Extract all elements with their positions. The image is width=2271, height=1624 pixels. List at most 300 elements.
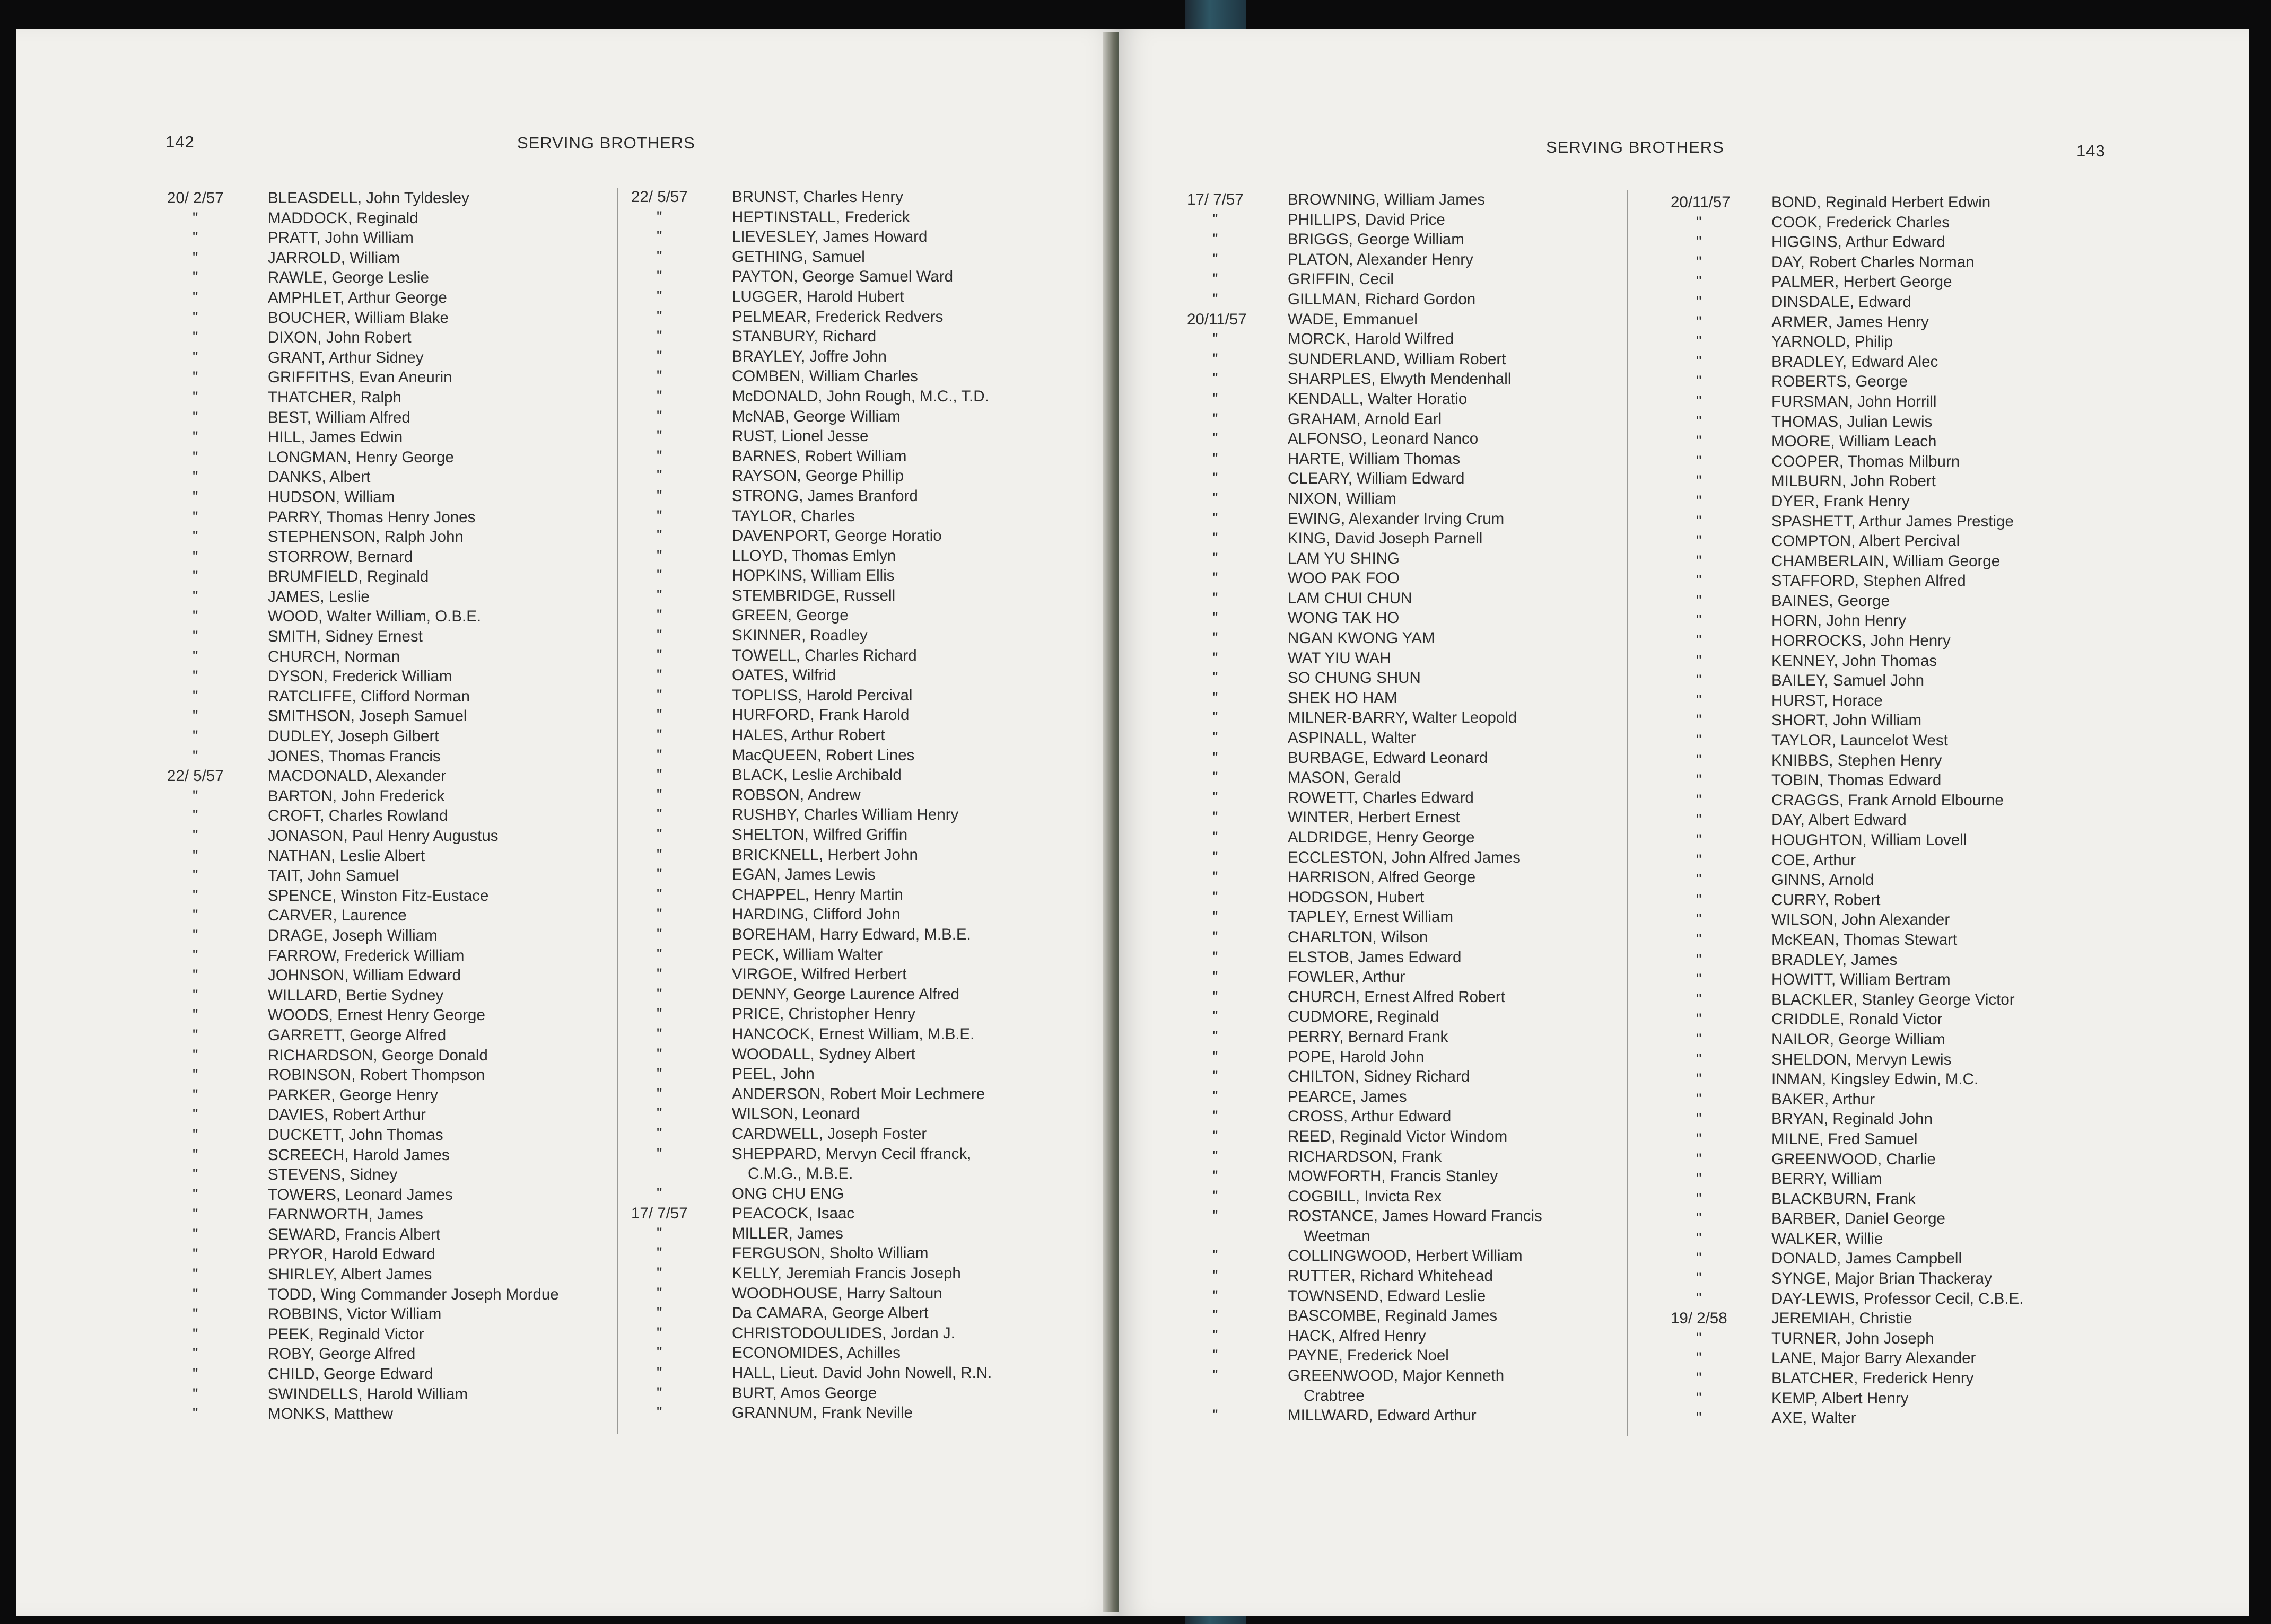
roll-entry [631, 626, 1098, 646]
member-name: BRICKNELL, Herbert John [732, 846, 918, 864]
member-name: GILLMAN, Richard Gordon [1288, 290, 1476, 308]
ditto-mark: " [657, 1344, 662, 1362]
member-name: REED, Reginald Victor Windom [1288, 1127, 1508, 1145]
admission-date: 20/11/57 [1187, 310, 1247, 328]
ditto-mark: " [1212, 1287, 1218, 1305]
ditto-mark: " [193, 647, 198, 665]
ditto-mark: " [1696, 253, 1702, 271]
ditto-mark: " [657, 906, 662, 924]
ditto-mark: " [193, 1206, 198, 1224]
ditto-mark: " [1696, 911, 1702, 929]
admission-date: 19/ 2/58 [1671, 1310, 1727, 1328]
member-name: STORROW, Bernard [268, 548, 413, 566]
member-name: RICHARDSON, Frank [1288, 1147, 1442, 1165]
roll-entry [631, 865, 1098, 885]
member-name: TAIT, John Samuel [268, 867, 399, 885]
ditto-mark: " [657, 1045, 662, 1063]
ditto-mark: " [1696, 1210, 1702, 1228]
ditto-mark: " [657, 985, 662, 1003]
member-name: CROFT, Charles Rowland [268, 807, 448, 825]
member-name: CHAPPEL, Henry Martin [732, 885, 903, 903]
ditto-mark: " [193, 668, 198, 686]
member-name: YARNOLD, Philip [1771, 333, 1893, 351]
roll-entry [167, 1025, 618, 1046]
roll-entry [631, 765, 1098, 785]
ditto-mark: " [1212, 729, 1218, 747]
member-name: TAYLOR, Charles [732, 507, 855, 525]
ditto-mark: " [1696, 811, 1702, 829]
roll-entry [1671, 531, 2137, 551]
member-name: CROSS, Arthur Edward [1288, 1108, 1452, 1126]
ditto-mark: " [193, 1146, 198, 1164]
member-name: COOPER, Thomas Milburn [1771, 452, 1960, 470]
roll-entry [1671, 1030, 2137, 1050]
ditto-mark: " [1696, 1150, 1702, 1168]
roll-entry [631, 745, 1098, 766]
ditto-mark: " [657, 1025, 662, 1043]
member-name: ROBSON, Andrew [732, 786, 861, 804]
member-name: WOO PAK FOO [1288, 569, 1400, 587]
roll-entry [167, 1265, 618, 1285]
roll-column-2 [631, 187, 1098, 1423]
roll-entry [1671, 312, 2137, 332]
ditto-mark: " [1696, 1030, 1702, 1048]
member-name: HALES, Arthur Robert [732, 726, 885, 744]
member-name: SHEPPARD, Mervyn Cecil ffranck, [732, 1145, 972, 1163]
member-name: PARKER, George Henry [268, 1086, 438, 1104]
roll-entry [1187, 628, 1632, 648]
ditto-mark: " [193, 907, 198, 925]
roll-entry [1187, 1406, 1632, 1426]
ditto-mark: " [1696, 672, 1702, 690]
roll-entry [1187, 608, 1632, 628]
roll-entry [167, 965, 618, 986]
roll-entry [1671, 1408, 2137, 1428]
ditto-mark: " [657, 1125, 662, 1143]
roll-entry [631, 426, 1098, 446]
ditto-mark: " [193, 1106, 198, 1124]
member-name: PLATON, Alexander Henry [1288, 250, 1473, 268]
member-name: KNIBBS, Stephen Henry [1771, 751, 1942, 769]
ditto-mark: " [1212, 470, 1218, 488]
ditto-mark: " [1212, 629, 1218, 647]
ditto-mark: " [1696, 871, 1702, 889]
ditto-mark: " [193, 1066, 198, 1084]
roll-entry [1671, 830, 2137, 850]
roll-entry [631, 1303, 1098, 1323]
ditto-mark: " [193, 1086, 198, 1104]
member-name: CHURCH, Ernest Alfred Robert [1288, 988, 1505, 1006]
ditto-mark: " [1696, 433, 1702, 451]
ditto-mark: " [1696, 632, 1702, 650]
roll-entry [631, 546, 1098, 566]
ditto-mark: " [193, 1225, 198, 1243]
roll-entry [1187, 947, 1632, 968]
member-name: PEACOCK, Isaac [732, 1205, 855, 1223]
member-name: DYSON, Frederick William [268, 668, 452, 686]
roll-entry [1671, 332, 2137, 352]
roll-entry [1671, 1149, 2137, 1170]
roll-entry [1671, 611, 2137, 631]
member-name: RUTTER, Richard Whitehead [1288, 1267, 1493, 1285]
roll-entry [1671, 1209, 2137, 1229]
member-name: SHELDON, Mervyn Lewis [1771, 1050, 1952, 1068]
member-name: WILLARD, Bertie Sydney [268, 986, 444, 1004]
roll-entry [1671, 691, 2137, 711]
member-name: COMBEN, William Charles [732, 367, 918, 385]
roll-entry [631, 1403, 1098, 1423]
ditto-mark: " [657, 208, 662, 226]
roll-entry [631, 725, 1098, 745]
member-name: HUDSON, William [268, 488, 395, 506]
roll-entry [167, 766, 618, 786]
ditto-mark: " [1212, 948, 1218, 966]
ditto-mark: " [657, 347, 662, 365]
ditto-mark: " [1696, 1329, 1702, 1347]
ditto-mark: " [657, 586, 662, 604]
roll-entry [1671, 392, 2137, 412]
ditto-mark: " [657, 1265, 662, 1283]
page-number: 142 [165, 133, 195, 151]
ditto-mark: " [1212, 1068, 1218, 1086]
roll-entry [1187, 289, 1632, 310]
member-name: TOWNSEND, Edward Leslie [1288, 1287, 1486, 1305]
member-name: ROBINSON, Robert Thompson [268, 1066, 485, 1084]
roll-entry [1671, 1069, 2137, 1090]
ditto-mark: " [1212, 1267, 1218, 1285]
ditto-mark: " [1696, 1270, 1702, 1288]
ditto-mark: " [657, 467, 662, 485]
ditto-mark: " [193, 368, 198, 387]
roll-entry [1671, 770, 2137, 791]
roll-entry [1187, 927, 1632, 947]
roll-entry [1671, 671, 2137, 691]
roll-entry [1187, 967, 1632, 987]
roll-entry [167, 1285, 618, 1305]
member-name: WILSON, Leonard [732, 1105, 860, 1123]
roll-entry [631, 1383, 1098, 1403]
ditto-mark: " [193, 747, 198, 765]
member-name: AMPHLET, Arthur George [268, 288, 447, 306]
ditto-mark: " [1696, 492, 1702, 510]
member-name: SHIRLEY, Albert James [268, 1266, 432, 1284]
ditto-mark: " [1696, 1011, 1702, 1029]
roll-entry [167, 647, 618, 667]
member-name: CURRY, Robert [1771, 891, 1881, 909]
member-name: Da CAMARA, George Albert [732, 1304, 929, 1322]
roll-entry [631, 985, 1098, 1005]
roll-entry [167, 1005, 618, 1025]
roll-entry [1187, 1027, 1632, 1047]
ditto-mark: " [1212, 1367, 1218, 1385]
member-name: HURFORD, Frank Harold [732, 706, 910, 724]
member-name: PRICE, Christopher Henry [732, 1005, 915, 1023]
roll-entry [631, 825, 1098, 845]
member-name: BASCOMBE, Reginald James [1288, 1307, 1498, 1325]
member-name: COOK, Frederick Charles [1771, 213, 1950, 231]
roll-entry [167, 1225, 618, 1245]
member-name: WOODHOUSE, Harry Saltoun [732, 1284, 942, 1302]
ditto-mark: " [1212, 330, 1218, 348]
roll-entry [167, 786, 618, 806]
member-name: JEREMIAH, Christie [1771, 1310, 1912, 1328]
roll-entry [1187, 369, 1632, 389]
member-name: SCREECH, Harold James [268, 1146, 450, 1164]
ditto-mark: " [1696, 1090, 1702, 1108]
roll-entry [1187, 549, 1632, 569]
member-name: NGAN KWONG YAM [1288, 629, 1435, 647]
ditto-mark: " [193, 628, 198, 646]
roll-entry [1671, 1090, 2137, 1110]
roll-entry [631, 1064, 1098, 1084]
ditto-mark: " [1212, 749, 1218, 767]
member-name: FERGUSON, Sholto William [732, 1244, 929, 1262]
roll-entry [167, 527, 618, 547]
ditto-mark: " [657, 1324, 662, 1342]
roll-entry [631, 1104, 1098, 1124]
member-name: JOHNSON, William Edward [268, 967, 461, 985]
member-name: ROBBINS, Victor William [268, 1305, 442, 1323]
member-name: HACK, Alfred Henry [1288, 1327, 1426, 1345]
roll-entry [1187, 489, 1632, 509]
ditto-mark: " [657, 1184, 662, 1202]
roll-entry [631, 366, 1098, 387]
ditto-mark: " [1212, 928, 1218, 946]
ditto-mark: " [1696, 712, 1702, 730]
ditto-mark: " [657, 646, 662, 664]
ditto-mark: " [193, 967, 198, 985]
member-name: PRATT, John William [268, 229, 414, 247]
admission-date: 20/ 2/57 [167, 189, 224, 207]
ditto-mark: " [657, 308, 662, 326]
member-name: LAM CHUI CHUN [1288, 589, 1412, 607]
roll-entry [631, 1024, 1098, 1044]
ditto-mark: " [193, 1285, 198, 1303]
ditto-mark: " [1212, 769, 1218, 787]
roll-entry [1187, 1147, 1632, 1167]
ditto-mark: " [193, 229, 198, 247]
ditto-mark: " [193, 946, 198, 964]
ditto-mark: " [193, 508, 198, 526]
roll-entry [167, 507, 618, 528]
roll-entry [167, 1344, 618, 1364]
roll-entry [1187, 1306, 1632, 1326]
roll-entry [1187, 1366, 1632, 1386]
member-name: GRAHAM, Arnold Earl [1288, 410, 1442, 428]
ditto-mark: " [1696, 771, 1702, 789]
roll-entry [1671, 512, 2137, 532]
member-name: MILLER, James [732, 1224, 843, 1242]
ditto-mark: " [657, 925, 662, 943]
ditto-mark: " [193, 986, 198, 1004]
ditto-mark: " [657, 686, 662, 704]
member-name: CHRISTODOULIDES, Jordan J. [732, 1324, 955, 1342]
roll-entry [631, 1004, 1098, 1024]
ditto-mark: " [1696, 1349, 1702, 1367]
ditto-mark: " [193, 249, 198, 267]
ditto-mark: " [1696, 412, 1702, 431]
member-name: ALFONSO, Leonard Nanco [1288, 430, 1479, 448]
ditto-mark: " [1696, 1250, 1702, 1268]
roll-entry [1187, 668, 1632, 688]
member-name: ARMER, James Henry [1771, 313, 1929, 331]
roll-entry [167, 666, 618, 687]
member-name: INMAN, Kingsley Edwin, M.C. [1771, 1070, 1979, 1088]
member-name: SHARPLES, Elwyth Mendenhall [1288, 370, 1512, 388]
member-name: SO CHUNG SHUN [1288, 669, 1421, 687]
roll-entry [167, 408, 618, 428]
roll-entry [167, 1185, 618, 1205]
roll-entry [1187, 867, 1632, 888]
member-name: KEMP, Albert Henry [1771, 1389, 1909, 1407]
roll-entry [1187, 1166, 1632, 1187]
roll-entry [631, 605, 1098, 626]
roll-entry [1187, 310, 1632, 330]
roll-entry [631, 566, 1098, 586]
roll-entry [631, 227, 1098, 247]
member-name: DONALD, James Campbell [1771, 1250, 1962, 1268]
member-name: HOUGHTON, William Lovell [1771, 831, 1967, 849]
roll-entry [167, 906, 618, 926]
member-name: GETHING, Samuel [732, 248, 865, 266]
roll-entry [1671, 910, 2137, 930]
ditto-mark: " [657, 1304, 662, 1322]
member-name: STEMBRIDGE, Russell [732, 586, 896, 604]
roll-entry [1187, 509, 1632, 529]
roll-entry [1187, 828, 1632, 848]
roll-entry [631, 1243, 1098, 1263]
roll-entry [167, 188, 618, 208]
roll-entry [167, 288, 618, 308]
ditto-mark: " [193, 329, 198, 347]
running-head: SERVING BROTHERS [1546, 138, 1724, 156]
ditto-mark: " [657, 507, 662, 525]
member-name: CRAGGS, Frank Arnold Elbourne [1771, 791, 2004, 809]
ditto-mark: " [1212, 968, 1218, 986]
roll-entry [1671, 631, 2137, 651]
member-name: McKEAN, Thomas Stewart [1771, 930, 1958, 949]
name-continuation: C.M.G., M.B.E. [748, 1165, 853, 1183]
member-name: MADDOCK, Reginald [268, 209, 418, 227]
member-name: COGBILL, Invicta Rex [1288, 1187, 1442, 1205]
ditto-mark: " [193, 1006, 198, 1024]
ditto-mark: " [1212, 370, 1218, 388]
roll-entry [167, 1085, 618, 1105]
name-continuation: Weetman [1304, 1227, 1370, 1245]
roll-entry [167, 1324, 618, 1345]
ditto-mark: " [1212, 908, 1218, 926]
roll-entry [631, 1284, 1098, 1304]
member-name: DAY, Albert Edward [1771, 811, 1907, 829]
ditto-mark: " [1696, 452, 1702, 470]
ditto-mark: " [657, 1224, 662, 1242]
roll-entry [167, 328, 618, 348]
ditto-mark: " [1212, 1187, 1218, 1205]
roll-entry [1187, 1047, 1632, 1067]
member-name: WOODALL, Sydney Albert [732, 1045, 915, 1063]
ditto-mark: " [1212, 829, 1218, 846]
roll-entry [1671, 372, 2137, 392]
member-name: LIEVESLEY, James Howard [732, 228, 928, 246]
ditto-mark: " [1696, 392, 1702, 410]
ditto-mark: " [1212, 489, 1218, 507]
member-name: CARVER, Laurence [268, 907, 407, 925]
roll-entry [167, 886, 618, 906]
roll-entry [1671, 551, 2137, 572]
roll-entry [167, 1304, 618, 1324]
roll-entry [1671, 1289, 2137, 1309]
member-name: CHAMBERLAIN, William George [1771, 552, 2001, 570]
ditto-mark: " [1696, 333, 1702, 351]
ditto-mark: " [1696, 930, 1702, 949]
roll-entry [167, 687, 618, 707]
ditto-mark: " [1696, 1289, 1702, 1307]
roll-entry [1671, 791, 2137, 811]
roll-entry [1187, 230, 1632, 250]
member-name: MILNE, Fred Samuel [1771, 1130, 1918, 1148]
roll-entry [1671, 232, 2137, 252]
ditto-mark: " [193, 348, 198, 366]
roll-entry [1671, 571, 2137, 591]
member-name: GRIFFITHS, Evan Aneurin [268, 368, 452, 387]
ditto-mark: " [1212, 1147, 1218, 1165]
roll-column-1 [1187, 190, 1632, 1426]
ditto-mark: " [657, 1005, 662, 1023]
roll-entry [167, 388, 618, 408]
member-name: STEVENS, Sidney [268, 1166, 398, 1184]
roll-entry [1671, 1309, 2137, 1329]
ditto-mark: " [193, 1046, 198, 1064]
member-name: THOMAS, Julian Lewis [1771, 412, 1933, 431]
ditto-mark: " [193, 1186, 198, 1204]
member-name: WILSON, John Alexander [1771, 911, 1950, 929]
ditto-mark: " [657, 287, 662, 305]
member-name: MILBURN, John Robert [1771, 472, 1936, 490]
admission-date: 22/ 5/57 [167, 767, 224, 785]
left-page [16, 29, 1119, 1616]
member-name: FOWLER, Arthur [1288, 968, 1405, 986]
ditto-mark: " [193, 1405, 198, 1423]
roll-entry [1187, 190, 1632, 210]
ditto-mark: " [193, 288, 198, 306]
member-name: ELSTOB, James Edward [1288, 948, 1462, 966]
member-name: WOODS, Ernest Henry George [268, 1006, 485, 1024]
ditto-mark: " [1212, 848, 1218, 866]
ditto-mark: " [1212, 1327, 1218, 1345]
ditto-mark: " [193, 687, 198, 705]
member-name: GRIFFIN, Cecil [1288, 270, 1394, 288]
member-name: PAYNE, Frederick Noel [1288, 1347, 1449, 1365]
roll-entry [631, 1124, 1098, 1144]
roll-entry [1671, 1348, 2137, 1368]
member-name: MILLWARD, Edward Arthur [1288, 1407, 1477, 1425]
ditto-mark: " [1696, 1050, 1702, 1068]
roll-entry [631, 1044, 1098, 1065]
roll-entry [167, 348, 618, 368]
ditto-mark: " [1696, 1370, 1702, 1388]
ditto-mark: " [1212, 450, 1218, 468]
member-name: RUSHBY, Charles William Henry [732, 806, 959, 824]
member-name: NIXON, William [1288, 489, 1396, 507]
member-name: BLACK, Leslie Archibald [732, 766, 902, 784]
ditto-mark: " [657, 407, 662, 425]
roll-entry [1671, 432, 2137, 452]
column-rule [617, 188, 618, 1434]
member-name: FARROW, Frederick William [268, 946, 465, 964]
roll-column-1 [167, 188, 618, 1424]
member-name: PALMER, Herbert George [1771, 273, 1952, 291]
roll-entry [167, 926, 618, 946]
